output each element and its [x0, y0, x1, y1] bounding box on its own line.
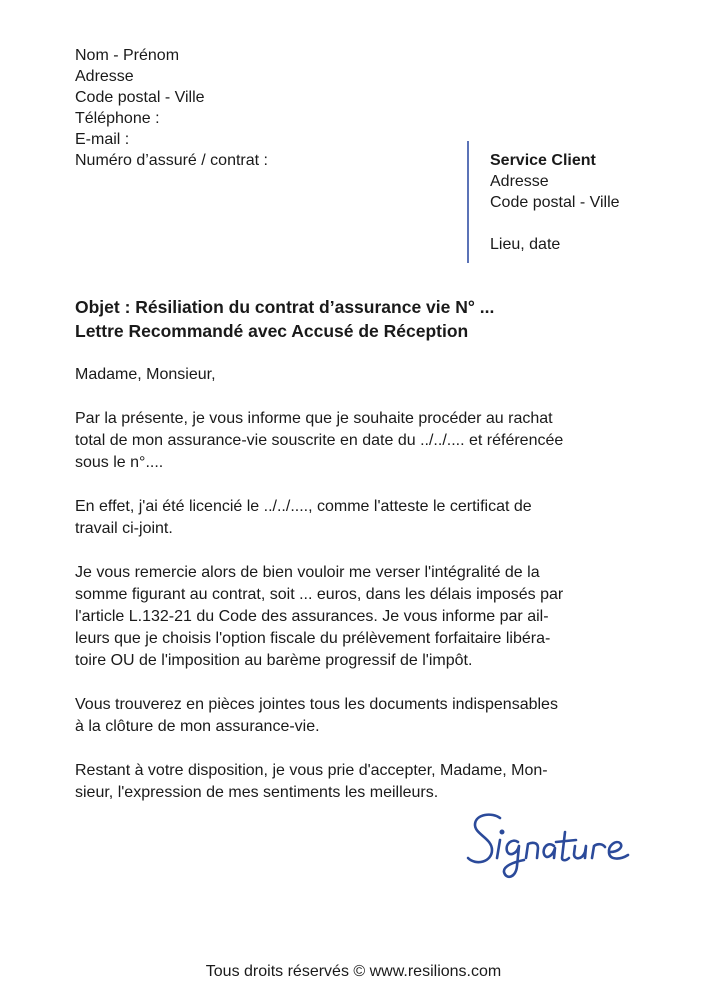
paragraph-line: Restant à votre disposition, je vous prie d'accepter, Madame, Mon-	[75, 762, 548, 779]
paragraph-dismissal	[75, 496, 635, 540]
paragraph-payment	[75, 562, 635, 672]
paragraph-line: Vous trouverez en pièces jointes tous les documents indispensables	[75, 696, 558, 713]
paragraph-line: somme figurant au contrat, soit ... euros, dans les délais imposés par	[75, 586, 564, 603]
subject-line: Objet : Résiliation du contrat d’assurance vie N° ...	[75, 297, 495, 317]
letter-body	[75, 364, 635, 826]
paragraph-line: travail ci-joint.	[75, 520, 173, 537]
handwritten-signature	[462, 808, 634, 886]
signature-graphic	[462, 808, 634, 886]
paragraph-line: total de mon assurance-vie souscrite en date du ../../.... et référencée	[75, 432, 564, 449]
copyright-footer: Tous droits réservés © www.resilions.com	[205, 963, 502, 980]
recipient-divider	[467, 141, 469, 263]
sender-email: E-mail :	[75, 131, 130, 148]
recipient-address: Adresse	[490, 173, 549, 190]
subject-registered-mail-line: Lettre Recommandé avec Accusé de Réception	[75, 321, 469, 341]
paragraph-line: sous le n°....	[75, 454, 164, 471]
place-date: Lieu, date	[490, 236, 561, 253]
sender-name: Nom - Prénom	[75, 47, 180, 64]
recipient-block	[490, 150, 620, 255]
paragraph-closing	[75, 760, 635, 804]
sender-address: Adresse	[75, 68, 134, 85]
paragraph-line: l'article L.132-21 du Code des assurances. Je vous informe par ail-	[75, 608, 549, 625]
paragraph-line: sieur, l'expression de mes sentiments les meilleurs.	[75, 784, 439, 801]
recipient-name: Service Client	[490, 152, 596, 169]
sender-policy-number: Numéro d’assuré / contrat :	[75, 152, 268, 169]
sender-phone: Téléphone :	[75, 110, 160, 127]
paragraph-request	[75, 408, 635, 474]
letter-subject	[75, 295, 494, 343]
sender-postal-city: Code postal - Ville	[75, 89, 205, 106]
paragraph-line: En effet, j'ai été licencié le ../../...., comme l'atteste le certificat de	[75, 498, 532, 515]
paragraph-line: Je vous remercie alors de bien vouloir me verser l'intégralité de la	[75, 564, 540, 581]
paragraph-line: à la clôture de mon assurance-vie.	[75, 718, 320, 735]
paragraph-line: Par la présente, je vous informe que je souhaite procéder au rachat	[75, 410, 553, 427]
paragraph-line: toire OU de l'imposition au barème progressif de l'impôt.	[75, 652, 473, 669]
sender-block	[75, 45, 268, 171]
recipient-postal-city: Code postal - Ville	[490, 194, 620, 211]
paragraph-line: leurs que je choisis l'option fiscale du prélèvement forfaitaire libéra-	[75, 630, 551, 647]
greeting: Madame, Monsieur,	[75, 366, 216, 383]
paragraph-attachments	[75, 694, 635, 738]
